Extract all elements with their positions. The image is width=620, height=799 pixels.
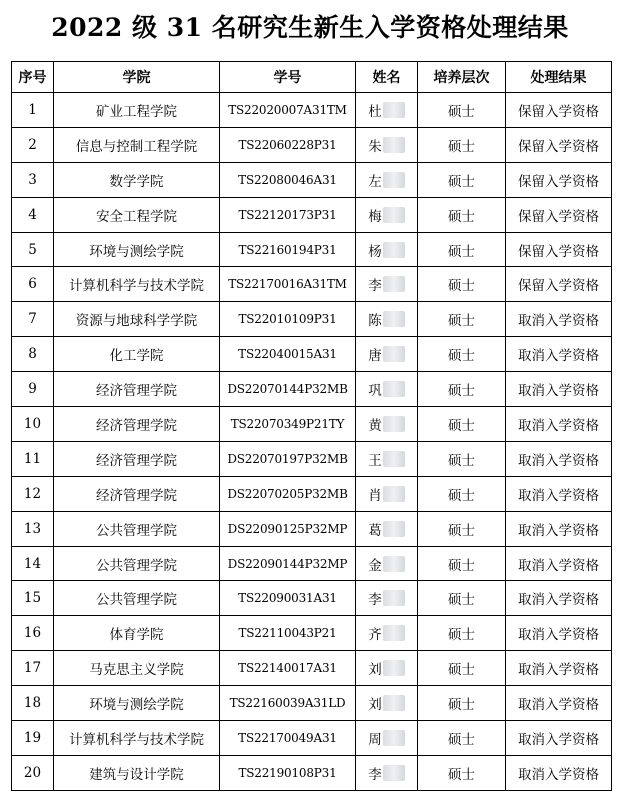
- cell-result: 取消入学资格: [506, 441, 612, 476]
- cell-name: [356, 651, 418, 686]
- cell-student-id: TS22120173P31: [220, 197, 356, 232]
- cell-name: [356, 441, 418, 476]
- cell-level: 硕士: [418, 372, 506, 407]
- cell-level: 硕士: [418, 232, 506, 267]
- cell-no: 3: [12, 162, 54, 197]
- cell-college: 经济管理学院: [54, 441, 220, 476]
- redaction-blur: [383, 381, 405, 397]
- cell-level: 硕士: [418, 546, 506, 581]
- cell-no: 18: [12, 686, 54, 721]
- cell-student-id: TS22170016A31TM: [220, 267, 356, 302]
- cell-college: 经济管理学院: [54, 476, 220, 511]
- name-text: 梅: [368, 208, 382, 225]
- cell-level: 硕士: [418, 686, 506, 721]
- redaction-blur: [383, 137, 405, 153]
- name-text: 刘: [368, 697, 382, 714]
- cell-result: 保留入学资格: [506, 93, 612, 128]
- cell-name: [356, 337, 418, 372]
- cell-student-id: TS22040015A31: [220, 337, 356, 372]
- name-text: 唐: [368, 348, 382, 365]
- cell-student-id: TS22160039A31LD: [220, 686, 356, 721]
- redaction-blur: [383, 486, 405, 502]
- cell-result: 取消入学资格: [506, 476, 612, 511]
- name-text: 王: [368, 452, 382, 469]
- cell-no: 15: [12, 581, 54, 616]
- redaction-blur: [383, 276, 405, 292]
- cell-result: 取消入学资格: [506, 407, 612, 442]
- cell-name: [356, 372, 418, 407]
- redaction-blur: [383, 730, 405, 746]
- redaction-blur: [383, 451, 405, 467]
- redaction-blur: [383, 625, 405, 641]
- cell-name: [356, 511, 418, 546]
- table-row: [12, 372, 612, 407]
- cell-result: 保留入学资格: [506, 162, 612, 197]
- header-college: 学院: [54, 62, 220, 93]
- cell-college: 计算机科学与技术学院: [54, 267, 220, 302]
- cell-result: 取消入学资格: [506, 302, 612, 337]
- results-table: [11, 61, 612, 791]
- cell-result: 取消入学资格: [506, 337, 612, 372]
- cell-name: [356, 616, 418, 651]
- header-result: 处理结果: [506, 62, 612, 93]
- redaction-blur: [383, 765, 405, 781]
- redaction-blur: [383, 660, 405, 676]
- redaction-blur: [383, 207, 405, 223]
- cell-student-id: TS22190108P31: [220, 755, 356, 790]
- table-row: [12, 546, 612, 581]
- cell-student-id: TS22070349P21TY: [220, 407, 356, 442]
- cell-student-id: TS22090031A31: [220, 581, 356, 616]
- cell-student-id: TS22170049A31: [220, 721, 356, 756]
- cell-no: 8: [12, 337, 54, 372]
- cell-level: 硕士: [418, 755, 506, 790]
- table-row: [12, 476, 612, 511]
- name-text: 朱: [368, 138, 382, 155]
- redaction-blur: [383, 102, 405, 118]
- cell-result: 取消入学资格: [506, 511, 612, 546]
- cell-level: 硕士: [418, 616, 506, 651]
- cell-no: 20: [12, 755, 54, 790]
- table-row: [12, 267, 612, 302]
- name-text: 肖: [368, 487, 382, 504]
- cell-name: [356, 162, 418, 197]
- cell-no: 16: [12, 616, 54, 651]
- cell-no: 7: [12, 302, 54, 337]
- cell-level: 硕士: [418, 721, 506, 756]
- redaction-blur: [383, 346, 405, 362]
- table-row: [12, 232, 612, 267]
- cell-student-id: TS22010109P31: [220, 302, 356, 337]
- name-text: 巩: [368, 383, 382, 400]
- cell-name: [356, 127, 418, 162]
- cell-no: 11: [12, 441, 54, 476]
- cell-student-id: TS22060228P31: [220, 127, 356, 162]
- header-no: 序号: [12, 62, 54, 93]
- cell-no: 5: [12, 232, 54, 267]
- table-body: [12, 93, 612, 791]
- table-row: [12, 511, 612, 546]
- cell-result: 保留入学资格: [506, 127, 612, 162]
- name-text: 刘: [368, 662, 382, 679]
- cell-level: 硕士: [418, 511, 506, 546]
- cell-student-id: DS22090125P32MP: [220, 511, 356, 546]
- table-row: [12, 302, 612, 337]
- redaction-blur: [383, 172, 405, 188]
- table-row: [12, 127, 612, 162]
- redaction-blur: [383, 695, 405, 711]
- cell-level: 硕士: [418, 651, 506, 686]
- cell-student-id: TS22020007A31TM: [220, 93, 356, 128]
- name-text: 左: [368, 173, 382, 190]
- cell-student-id: TS22080046A31: [220, 162, 356, 197]
- cell-no: 4: [12, 197, 54, 232]
- name-text: 金: [368, 557, 382, 574]
- cell-college: 计算机科学与技术学院: [54, 721, 220, 756]
- cell-no: 6: [12, 267, 54, 302]
- redaction-blur: [383, 521, 405, 537]
- cell-college: 安全工程学院: [54, 197, 220, 232]
- cell-level: 硕士: [418, 93, 506, 128]
- cell-level: 硕士: [418, 476, 506, 511]
- cell-result: 保留入学资格: [506, 197, 612, 232]
- page-title: 2022 级 31 名研究生新生入学资格处理结果: [51, 13, 569, 42]
- table-row: [12, 581, 612, 616]
- cell-result: 取消入学资格: [506, 686, 612, 721]
- cell-no: 2: [12, 127, 54, 162]
- table-row: [12, 616, 612, 651]
- cell-name: [356, 686, 418, 721]
- redaction-blur: [383, 590, 405, 606]
- cell-name: [356, 476, 418, 511]
- cell-name: [356, 581, 418, 616]
- table-row: [12, 686, 612, 721]
- redaction-blur: [383, 242, 405, 258]
- cell-college: 环境与测绘学院: [54, 232, 220, 267]
- cell-result: 取消入学资格: [506, 755, 612, 790]
- name-text: 李: [368, 592, 382, 609]
- cell-name: [356, 546, 418, 581]
- redaction-blur: [383, 556, 405, 572]
- name-text: 齐: [368, 627, 382, 644]
- cell-name: [356, 755, 418, 790]
- cell-no: 12: [12, 476, 54, 511]
- cell-college: 经济管理学院: [54, 407, 220, 442]
- cell-level: 硕士: [418, 302, 506, 337]
- cell-result: 取消入学资格: [506, 581, 612, 616]
- cell-result: 取消入学资格: [506, 372, 612, 407]
- cell-college: 信息与控制工程学院: [54, 127, 220, 162]
- cell-student-id: TS22140017A31: [220, 651, 356, 686]
- name-text: 葛: [368, 522, 382, 539]
- cell-student-id: DS22070205P32MB: [220, 476, 356, 511]
- redaction-blur: [383, 311, 405, 327]
- name-text: 杨: [368, 243, 382, 260]
- cell-name: [356, 407, 418, 442]
- table-row: [12, 197, 612, 232]
- table-row: [12, 755, 612, 790]
- cell-level: 硕士: [418, 441, 506, 476]
- cell-level: 硕士: [418, 267, 506, 302]
- cell-level: 硕士: [418, 407, 506, 442]
- cell-level: 硕士: [418, 127, 506, 162]
- cell-level: 硕士: [418, 337, 506, 372]
- name-text: 黄: [368, 417, 382, 434]
- cell-result: 取消入学资格: [506, 721, 612, 756]
- cell-no: 17: [12, 651, 54, 686]
- cell-result: 取消入学资格: [506, 546, 612, 581]
- cell-no: 19: [12, 721, 54, 756]
- cell-result: 保留入学资格: [506, 232, 612, 267]
- cell-level: 硕士: [418, 197, 506, 232]
- cell-college: 矿业工程学院: [54, 93, 220, 128]
- cell-level: 硕士: [418, 581, 506, 616]
- cell-college: 资源与地球科学学院: [54, 302, 220, 337]
- table-row: [12, 721, 612, 756]
- cell-no: 9: [12, 372, 54, 407]
- cell-no: 14: [12, 546, 54, 581]
- name-text: 李: [368, 766, 382, 783]
- cell-college: 数学学院: [54, 162, 220, 197]
- cell-college: 公共管理学院: [54, 511, 220, 546]
- cell-student-id: TS22110043P21: [220, 616, 356, 651]
- cell-no: 10: [12, 407, 54, 442]
- header-level: 培养层次: [418, 62, 506, 93]
- cell-college: 体育学院: [54, 616, 220, 651]
- redaction-blur: [383, 416, 405, 432]
- cell-name: [356, 267, 418, 302]
- header-student-id: 学号: [220, 62, 356, 93]
- cell-level: 硕士: [418, 162, 506, 197]
- cell-college: 环境与测绘学院: [54, 686, 220, 721]
- cell-college: 公共管理学院: [54, 546, 220, 581]
- cell-student-id: DS22090144P32MP: [220, 546, 356, 581]
- cell-college: 建筑与设计学院: [54, 755, 220, 790]
- cell-result: 取消入学资格: [506, 616, 612, 651]
- cell-student-id: DS22070144P32MB: [220, 372, 356, 407]
- cell-no: 1: [12, 93, 54, 128]
- cell-college: 马克思主义学院: [54, 651, 220, 686]
- cell-name: [356, 721, 418, 756]
- cell-college: 经济管理学院: [54, 372, 220, 407]
- cell-no: 13: [12, 511, 54, 546]
- name-text: 周: [368, 731, 382, 748]
- cell-name: [356, 93, 418, 128]
- cell-name: [356, 232, 418, 267]
- cell-name: [356, 197, 418, 232]
- name-text: 陈: [368, 313, 382, 330]
- cell-result: 取消入学资格: [506, 651, 612, 686]
- table-row: [12, 407, 612, 442]
- table-row: [12, 162, 612, 197]
- cell-college: 化工学院: [54, 337, 220, 372]
- table-row: [12, 337, 612, 372]
- cell-name: [356, 302, 418, 337]
- table-row: [12, 93, 612, 128]
- table-row: [12, 651, 612, 686]
- table-header-row: [12, 62, 612, 93]
- cell-student-id: DS22070197P32MB: [220, 441, 356, 476]
- name-text: 李: [368, 278, 382, 295]
- header-name: 姓名: [356, 62, 418, 93]
- cell-result: 保留入学资格: [506, 267, 612, 302]
- table-row: [12, 441, 612, 476]
- cell-college: 公共管理学院: [54, 581, 220, 616]
- cell-student-id: TS22160194P31: [220, 232, 356, 267]
- name-text: 杜: [368, 103, 382, 120]
